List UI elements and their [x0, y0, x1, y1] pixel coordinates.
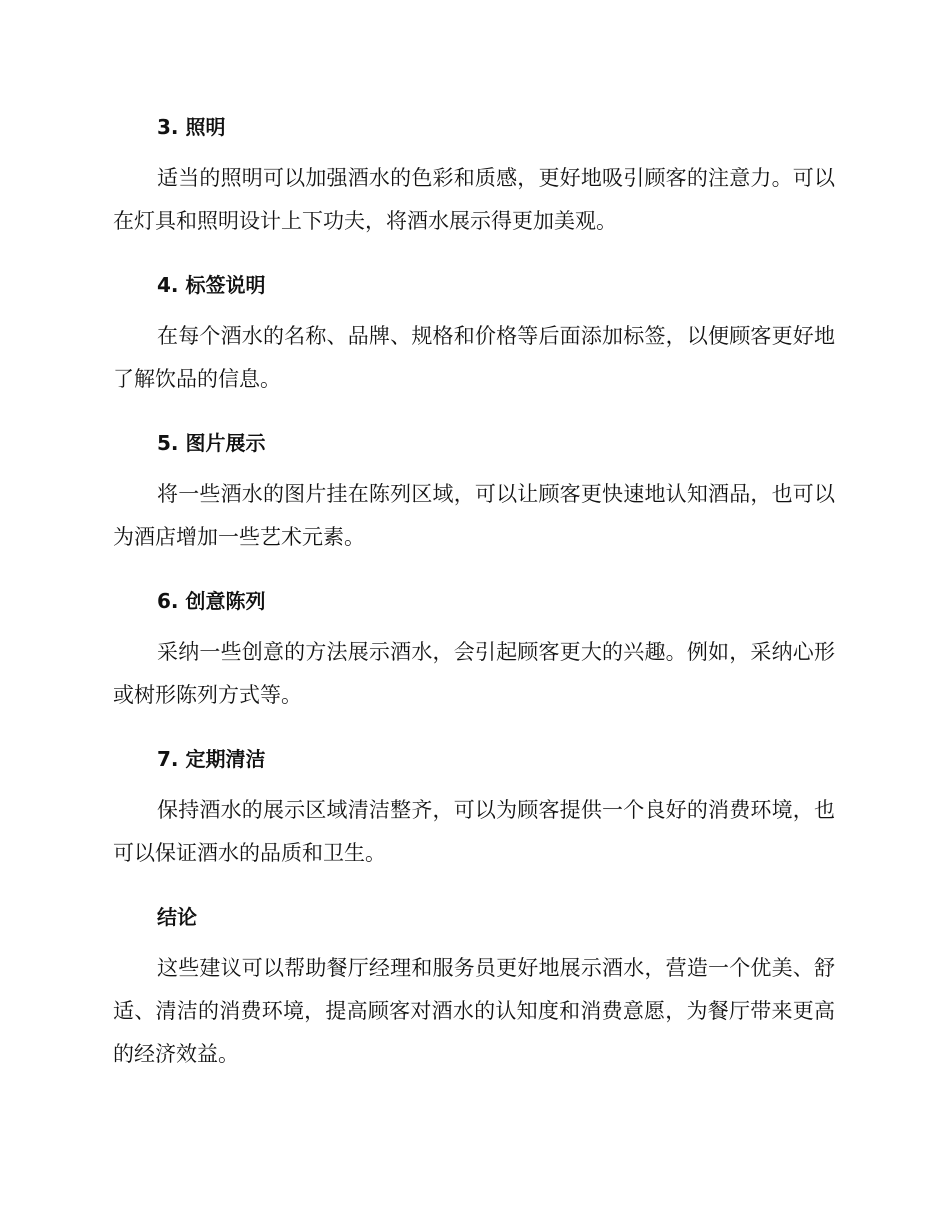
section-body-creative-display: 采纳一些创意的方法展示酒水，会引起顾客更大的兴趣。例如，采纳心形或树形陈列方式等。	[113, 640, 835, 707]
section-heading-labels: 4. 标签说明	[157, 273, 266, 297]
section-body-cleaning: 保持酒水的展示区域清洁整齐，可以为顾客提供一个良好的消费环境，也可以保证酒水的品质和卫生。	[113, 798, 835, 865]
section-body-labels: 在每个酒水的名称、品牌、规格和价格等后面添加标签，以便顾客更好地了解饮品的信息。	[113, 324, 835, 391]
section-heading-conclusion: 结论	[157, 905, 197, 929]
section-heading-cleaning: 7. 定期清洁	[157, 747, 266, 771]
section-body-pictures: 将一些酒水的图片挂在陈列区域，可以让顾客更快速地认知酒品，也可以为酒店增加一些艺术元素。	[113, 482, 835, 549]
document-content	[113, 105, 835, 1096]
section-heading-creative-display: 6. 创意陈列	[157, 589, 266, 613]
section-heading-lighting: 3. 照明	[157, 115, 226, 139]
section-body-conclusion: 这些建议可以帮助餐厅经理和服务员更好地展示酒水，营造一个优美、舒适、清洁的消费环境，提高顾客对酒水的认知度和消费意愿，为餐厅带来更高的经济效益。	[113, 956, 835, 1066]
section-body-lighting: 适当的照明可以加强酒水的色彩和质感，更好地吸引顾客的注意力。可以在灯具和照明设计上下功夫，将酒水展示得更加美观。	[113, 166, 835, 233]
section-heading-pictures: 5. 图片展示	[157, 431, 266, 455]
